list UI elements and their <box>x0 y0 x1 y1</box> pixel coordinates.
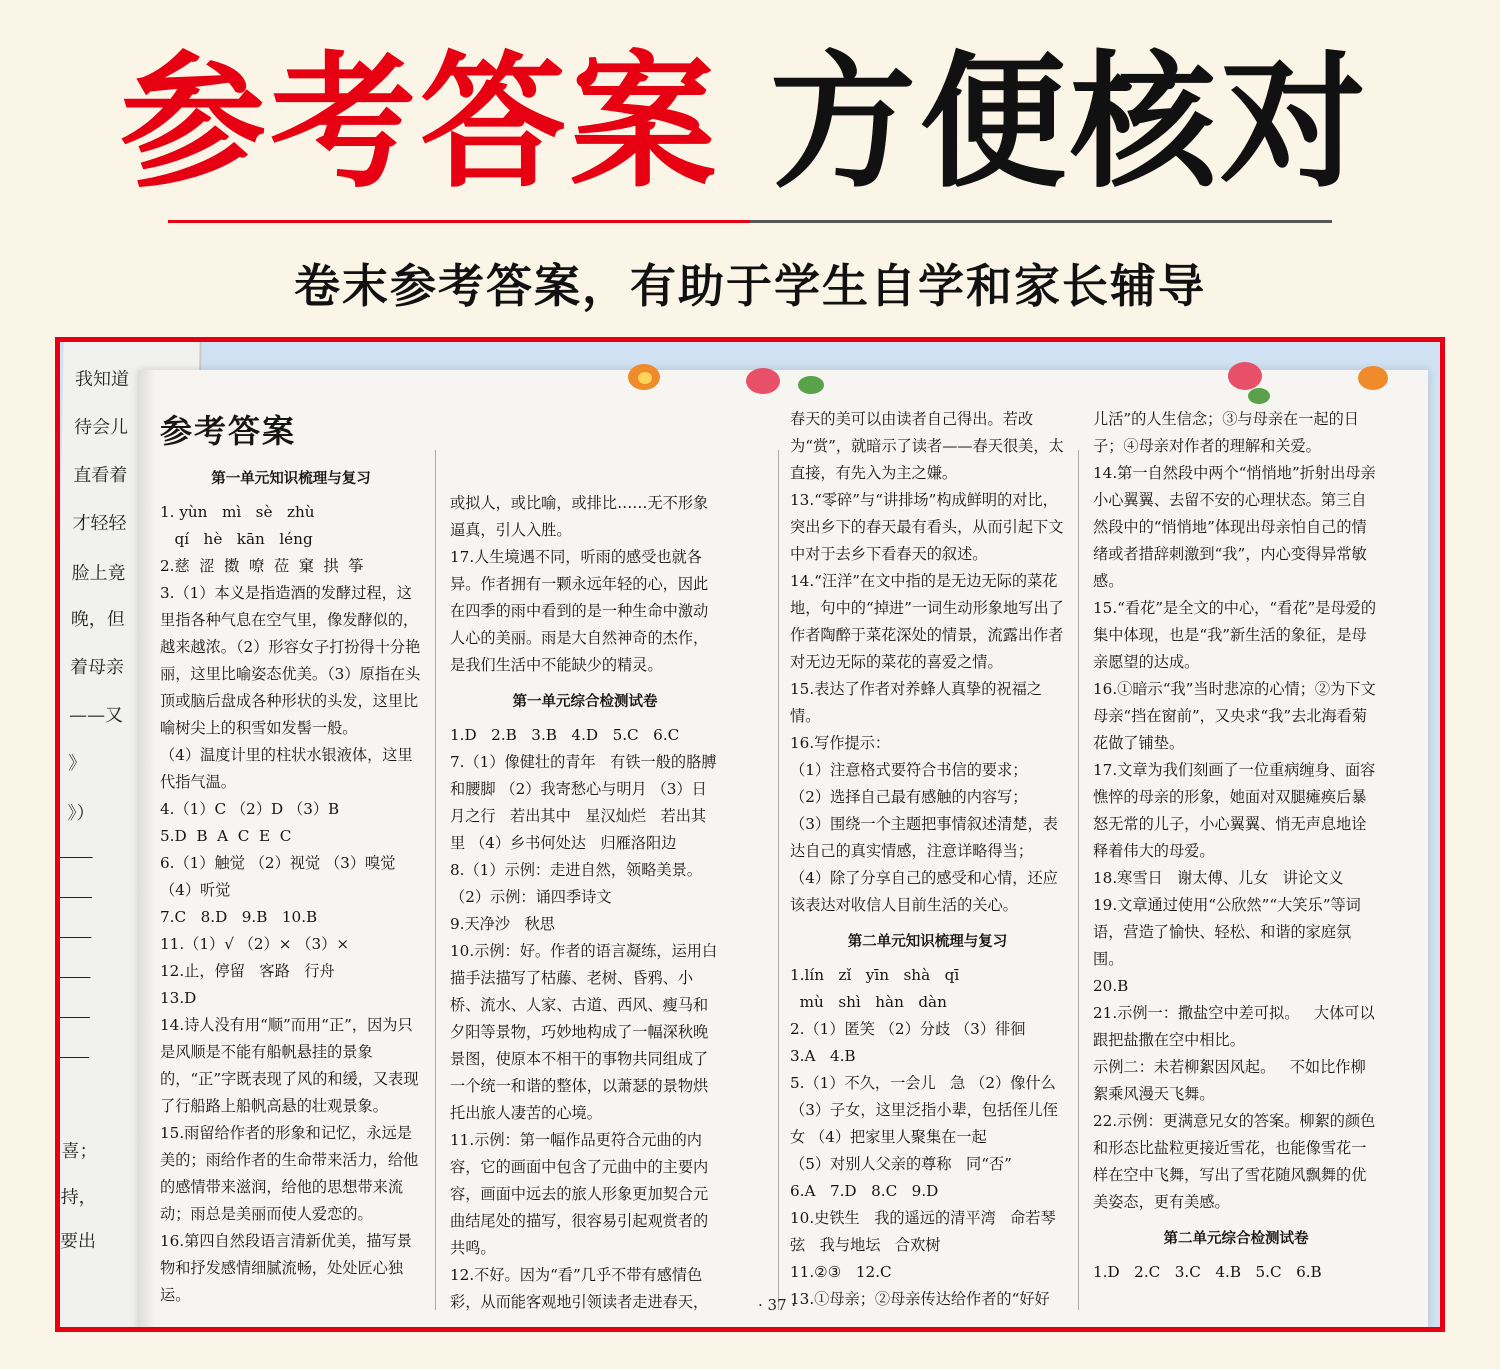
answer-line: 9.天净沙 秋思 <box>450 915 555 933</box>
page-number: · 37 · <box>758 1296 797 1314</box>
answer-line: 17.文章为我们刻画了一位重病缠身、面容憔悴的母亲的形象，她面对双腿瘫痪后暴怒无常的儿子，小心翼翼、悄无声息地诠释着伟大的母爱。 <box>1093 761 1376 860</box>
section-title: 第一单元综合检测试卷 <box>512 694 658 710</box>
left-page-text: 我知道 <box>74 369 130 390</box>
answer-line: 12.止，停留 客路 行舟 <box>160 962 335 980</box>
answer-line: 14.“汪洋”在文中指的是无边无际的菜花地，句中的“掉进”一词生动形象地写出了作者陶醉于菜花深处的情景，流露出作者对无边无际的菜花的喜爱之情。 <box>790 572 1064 671</box>
answer-blank-line <box>55 897 92 898</box>
answer-line: 3.A 4.B <box>790 1047 856 1065</box>
answer-line: 16.①暗示“我”当时悲凉的心情；②为下文母亲“挡在窗前”，又央求“我”去北海看菊花做了铺垫。 <box>1093 680 1376 752</box>
answer-line: 或拟人，或比喻，或排比……无不形象逼真，引人入胜。 <box>450 494 709 539</box>
section-title: 第二单元综合检测试卷 <box>1163 1231 1309 1247</box>
answer-line: （4）温度计里的柱状水银液体，这里代指气温。 <box>160 746 413 791</box>
left-page-text: 》 <box>68 753 87 774</box>
answer-line: 13.“零碎”与“讲排场”构成鲜明的对比，突出乡下的春天最有看头，从而引起下文中对于去乡下看春天的叙述。 <box>790 491 1064 563</box>
answer-line: 15.表达了作者对养蜂人真挚的祝福之情。 <box>790 680 1042 725</box>
column-divider <box>1078 450 1079 1310</box>
answer-page <box>138 370 1428 1330</box>
answer-line: （5）对别人父亲的尊称 同“否” <box>790 1155 1012 1173</box>
answer-line: 11.示例：第一幅作品更符合元曲的内容，它的画面中包含了元曲中的主要内容，画面中远去的旅人形象更加契合元曲结尾处的描写，很容易引起观赏者的共鸣。 <box>450 1131 709 1257</box>
answer-line: 1. yùn mì sè zhù <box>160 503 315 521</box>
answer-line: 春天的美可以由读者自己得出。若改为“赏”，就暗示了读者——春天很美，太直接，有先入为主之嫌。 <box>790 410 1064 482</box>
answer-line: 儿活”的人生信念；③与母亲在一起的日子；④母亲对作者的理解和关爱。 <box>1093 410 1359 455</box>
answer-line: 21.示例一：撒盐空中差可拟。 大体可以跟把盐撒在空中相比。 <box>1093 1004 1375 1049</box>
answer-blank-line <box>55 937 91 938</box>
answer-line: （2）选择自己最有感触的内容写； <box>790 788 1028 806</box>
answer-line: 3.（1）本义是指造酒的发酵过程，这里指各种气息在空气里，像发酵似的，越来越浓。（2）形容女子打扮得十分艳丽，这里比喻姿态优美。（3）原指在头顶或脑后盘成各种形状的头发，这里比喻树尖上的积雪如发髻一般。 <box>160 584 421 737</box>
answer-column-1 <box>160 406 422 1309</box>
left-page-text: ——又 <box>68 705 124 726</box>
answer-line: 14.诗人没有用“顺”而用“正”，因为只是风顺是不能有船帆悬挂的景象的，“正”字既表现了风的和缓，又表现了行船路上船帆高悬的壮观景象。 <box>160 1016 419 1115</box>
headline-red: 参考答案 <box>120 38 720 208</box>
answer-line: 7.C 8.D 9.B 10.B <box>160 908 318 926</box>
answer-line: 2.（1）匿笑 （2）分歧 （3）徘徊 <box>790 1020 1026 1038</box>
answer-line: 4.（1）C （2）D （3）B <box>160 800 340 818</box>
left-page-text: 才轻轻 <box>72 513 127 534</box>
answer-line: 6.（1）触觉 （2）视觉 （3）嗅觉 <box>160 854 396 872</box>
left-page-text: 待会儿 <box>73 417 129 438</box>
answer-line: 22.示例：更满意兄女的答案。柳絮的颜色和形态比盐粒更接近雪花，也能像雪花一样在空中飞舞，写出了雪花随风飘舞的优美姿态，更有美感。 <box>1093 1112 1376 1211</box>
answer-line: 19.文章通过使用“公欣然”“大笑乐”等词语，营造了愉快、轻松、和谐的家庭氛围。 <box>1093 896 1361 968</box>
left-page-text: 着母亲 <box>69 657 125 678</box>
answer-line: （2）示例：诵四季诗文 <box>450 888 612 906</box>
answer-line: 15.“看花”是全文的中心，“看花”是母爱的集中体现，也是“我”新生活的象征，是母亲愿望的达成。 <box>1093 599 1377 671</box>
section-title: 第一单元知识梳理与复习 <box>211 471 371 487</box>
answer-line: 6.A 7.D 8.C 9.D <box>790 1182 939 1200</box>
answer-line: 15.雨留给作者的形象和记忆，永远是美的；雨给作者的生命带来活力，给他的感情带来滋润，给他的思想带来流动；雨总是美丽而使人爱恋的。 <box>160 1124 419 1223</box>
answer-line: mù shì hàn dàn <box>790 993 947 1011</box>
answer-line: 16.第四自然段语言清新优美，描写景物和抒发感情细腻流畅，处处匠心独运。 <box>160 1232 412 1304</box>
answer-line: 5.（1）不久，一会儿 急 （2）像什么 （3）子女，这里泛指小辈，包括侄儿侄女 （4）把家里人聚集在一起 <box>790 1074 1061 1146</box>
answer-line: 13.①母亲；②母亲传达给作者的“好好 <box>790 1290 1050 1308</box>
answer-line: 17.人生境遇不同，听雨的感受也就各异。作者拥有一颗永远年轻的心，因此在四季的雨中看到的是一种生命中激动人心的美丽。雨是大自然神奇的杰作，是我们生活中不能缺少的精灵。 <box>450 548 709 674</box>
answer-line: 7.（1）像健壮的青年 有铁一般的胳膊和腰脚 （2）我寄愁心与明月 （3）日月之行 若出其中 星汉灿烂 若出其里 （4）乡书何处达 归雁洛阳边 <box>450 753 717 852</box>
answer-blank-line <box>55 857 93 858</box>
left-page-text: 直看着 <box>73 465 128 486</box>
left-page-text: 要出 <box>59 1231 97 1252</box>
left-page-text: 脸上竟 <box>71 563 126 584</box>
answer-line: 18.寒雪日 谢太傅、儿女 讲论文义 <box>1093 869 1344 887</box>
answer-line: 11.②③ 12.C <box>790 1263 892 1281</box>
answer-line: 1.D 2.C 3.C 4.B 5.C 6.B <box>1093 1263 1322 1281</box>
answer-line: 1.D 2.B 3.B 4.D 5.C 6.C <box>450 726 680 744</box>
answer-line: 8.（1）示例：走进自然，领略美景。 <box>450 861 702 879</box>
answer-blank-line <box>55 1057 89 1058</box>
column-divider <box>778 450 779 1310</box>
answer-line: 10.史铁生 我的遥远的清平湾 命若琴弦 我与地坛 合欢树 <box>790 1209 1056 1254</box>
page-heading: 参考答案 <box>160 412 297 450</box>
photo-frame <box>55 337 1445 1332</box>
promo-headline <box>0 38 1500 208</box>
divider-grey <box>750 220 1332 223</box>
divider-red <box>168 220 750 223</box>
answer-line: 1.lín zǐ yīn shà qī <box>790 966 960 984</box>
section-title: 第二单元知识梳理与复习 <box>847 934 1008 950</box>
answer-line: qí hè kān léng <box>160 530 313 548</box>
answer-line: 12.不好。因为“看”几乎不带有感情色彩，从而能客观地引领读者走进春天， <box>450 1266 709 1311</box>
answer-line: 10.示例：好。作者的语言凝练，运用白描手法描写了枯藤、老树、昏鸦、小桥、流水、人家、古道、西风、瘦马和夕阳等景物，巧妙地构成了一幅深秋晚景图，使原本不相干的事物共同组成了一个统一和谐的整体，以萧瑟的景物烘托出旅人凄苦的心境。 <box>450 942 718 1122</box>
answer-blank-line <box>55 977 91 978</box>
answer-column-4 <box>1093 406 1379 1286</box>
answer-line: 13.D <box>160 989 197 1007</box>
left-page-text: 晚，但 <box>70 609 125 630</box>
answer-line: （4）听觉 <box>160 881 231 899</box>
answer-line: （3）围绕一个主题把事情叙述清楚，表达自己的真实情感，注意详略得当； <box>790 815 1058 860</box>
answer-line: 11.（1）√ （2）× （3）× <box>160 935 350 953</box>
headline-black: 方便核对 <box>770 38 1370 208</box>
left-page-text: 喜； <box>61 1141 98 1162</box>
answer-line: 20.B <box>1093 977 1129 995</box>
left-page-text: 》） <box>67 803 95 824</box>
answer-line: （1）注意格式要符合书信的要求； <box>790 761 1028 779</box>
left-page-text: 持， <box>60 1187 97 1208</box>
answer-line: 14.第一自然段中两个“悄悄地”折射出母亲小心翼翼、去留不安的心理状态。第三自然段中的“悄悄地”体现出母亲怕自己的情绪或者措辞刺激到“我”，内心变得异常敏感。 <box>1093 464 1376 590</box>
answer-line: 示例二：未若柳絮因风起。 不如比作柳絮乘风漫天飞舞。 <box>1093 1058 1366 1103</box>
column-divider <box>435 450 436 1310</box>
answer-blank-line <box>55 1017 90 1018</box>
answer-line: 16.写作提示： <box>790 734 891 752</box>
answer-column-2 <box>450 490 720 1316</box>
promo-subtitle: 卷末参考答案，有助于学生自学和家长辅导 <box>294 259 1206 313</box>
answer-line: 5.D B A C E C <box>160 827 292 845</box>
answer-line: （4）除了分享自己的感受和心情，还应该表达对收信人目前生活的关心。 <box>790 869 1058 914</box>
answer-column-3 <box>790 406 1065 1313</box>
answer-line: 2.慈 涩 擞 嘹 莅 窠 拱 筝 <box>160 557 364 575</box>
